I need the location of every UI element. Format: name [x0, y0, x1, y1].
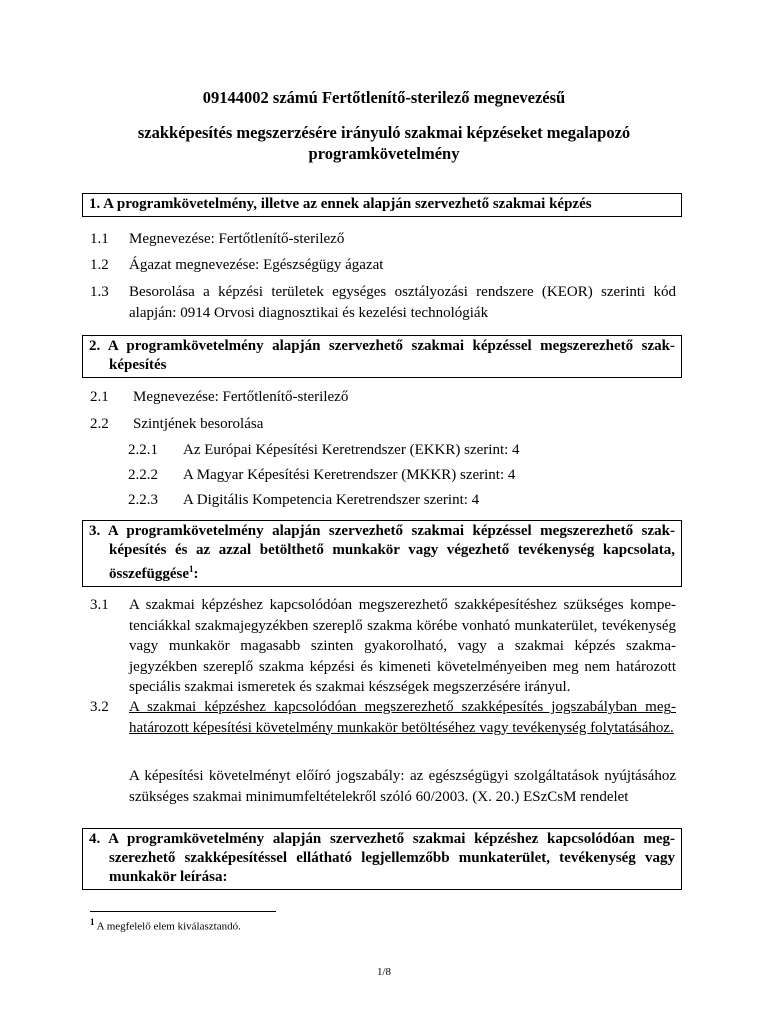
item-number: 3.2	[90, 699, 109, 715]
section4-heading: 4. A programkövetelmény alapján szervezhető szakmai képzéshez kapcsolódóan megszerezhető szakképesítéssel ellátható legjellemzőbb munkaterület, tevékenység vagy munkakör leírása:	[82, 828, 682, 890]
subitem-text: A Magyar Képesítési Keretrendszer (MKKR) szerint: 4	[183, 467, 516, 483]
section3-heading: 3. A programkövetelmény alapján szervezhető szakmai képzéssel megszerezhető szakképesítés és az azzal betölthető munkakör vagy végezhető tevékenység kapcsolata, összefüggése$^1$:	[82, 520, 682, 587]
document-page: 09144002 számú Fertőtlenítő-sterilező megnevezésű szakképesítés megszerzésére irányuló szakmai képzéseket megalapozó programkövetelmény 1. A programkövetelmény, illetve az ennek alapján szervezhető szakmai képzés 1.1 Megnevezése: Fertőtlenítő-sterilező 1.2 Ágazat megnevezése: Egészségügy ágazat 1.3 Besorolása a képzési területek egységes osztályozási rendszere (KEOR) szerinti kód alapján: 0914 Orvosi diagnosztikai és kezelési technológiák 2. A programkövetelmény alapján szervezhető szakmai képzéssel megszerezhető szakképesítés 2.1 Megnevezése: Fertőtlenítő-sterilező 2.2 Szintjének besorolása 2.2.1 Az Európai Képesítési Keretrendszer (EKKR) szerint: 4 2.2.2 A Magyar Képesítési Keretrendszer (MKKR) szerint: 4 2.2.3 A Digitális Kompetencia Keretrendszer szerint: 4 3. A programkövetelmény alapján szervezhető szakmai képzéssel megszerezhető szakképesítés és az azzal betölthető munkakör vagy végezhető tevékenység kapcsolata, összefüggése$^1$: 3.1 A szakmai képzéshez kapcsolódóan megszerezhető szakképesítéshez szükséges kompetenciákkal szakmajegyzékben szereplő szakma körébe vonható munkaterület, tevékenység vagy munkakör magasabb szinten gyakorolható, vagy a szakmai képzés szakmajegyzékben szereplő szakma képzési és kimeneti követelményeiben meg nem határozott speciális szakmai ismeretek és szakmai készségek megszerzésére irányul. 3.2 A szakmai képzéshez kapcsolódóan megszerezhető szakképesítés jogszabályban meghatározott képesítési követelmény munkakör betöltéséhez vagy tevékenység folytatásához. A képesítési követelményt előíró jogszabály: az egészségügyi szolgáltatások nyújtásához szükséges szakmai minimumfeltételekről szóló 60/2003. (X. 20.) ESzCsM rendelet 4. A programkövetelmény alapján szervezhető szakmai képzéshez kapcsolódóan megszerezhető szakképesítéssel ellátható legjellemzőbb munkaterület, tevékenység vagy munkakör leírása: $^1$ A megfelelő elem kiválasztandó. 1/8	[0, 0, 768, 1024]
item-number: 3.1	[90, 597, 109, 613]
subitem-number: 2.2.1	[128, 442, 158, 458]
item-number: 2.2	[90, 416, 109, 432]
footnote-mark: 1	[90, 917, 95, 927]
subitem-text: Az Európai Képesítési Keretrendszer (EKKR) szerint: 4	[183, 442, 520, 458]
footnote-separator	[90, 911, 276, 912]
section1-heading: 1. A programkövetelmény, illetve az ennek alapján szervezhető szakmai képzés	[82, 193, 682, 217]
document-subtitle-line2: programkövetelmény	[308, 144, 460, 163]
footnote-ref[interactable]: 1	[188, 564, 194, 574]
item-text: Megnevezése: Fertőtlenítő-sterilező	[129, 231, 345, 247]
item-text: A szakmai képzéshez kapcsolódóan megszerezhető szakképesítéshez szükséges kompetenciákkal szakmajegyzékben szereplő szakma körébe vonható munkaterület, tevékenység vagy munkakör magasabb szinten gyakorolható, vagy a szakmai képzés szakmajegyzékben szereplő szakma képzési és kimeneti követelményeiben meg nem határozott speciális szakmai ismeretek és szakmai készségek megszerzésére irányul.	[129, 597, 676, 695]
document-title: 09144002 számú Fertőtlenítő-sterilező megnevezésű	[202, 88, 566, 107]
document-subtitle-line1: szakképesítés megszerzésére irányuló szakmai képzéseket megalapozó	[137, 123, 631, 142]
item-number: 1.1	[90, 231, 109, 247]
item-number: 2.1	[90, 389, 109, 405]
item-text: Megnevezése: Fertőtlenítő-sterilező	[133, 389, 349, 405]
item-number: 1.3	[90, 284, 109, 300]
item-text: Ágazat megnevezése: Egészségügy ágazat	[129, 257, 384, 273]
section2-heading: 2. A programkövetelmény alapján szervezhető szakmai képzéssel megszerezhető szakképesítés	[82, 335, 682, 378]
subitem-number: 2.2.3	[128, 492, 158, 508]
footnote	[90, 917, 241, 933]
subitem-text: A Digitális Kompetencia Keretrendszer szerint: 4	[183, 492, 480, 508]
item-number: 1.2	[90, 257, 109, 273]
footnote-text: A megfelelő elem kiválasztandó.	[96, 920, 241, 933]
subitem-number: 2.2.2	[128, 467, 158, 483]
item-text-underlined: A szakmai képzéshez kapcsolódóan megszerezhető szakképesítés jogszabályban meghatározott képesítési követelmény munkakör betöltéséhez vagy tevékenység folytatásához.	[129, 699, 676, 736]
page-number: 1/8	[376, 966, 392, 978]
item-text: Besorolása a képzési területek egységes osztályozási rendszere (KEOR) szerinti kód alapján: 0914 Orvosi diagnosztikai és kezelési technológiák	[129, 284, 676, 321]
item-text: Szintjének besorolása	[133, 416, 264, 432]
